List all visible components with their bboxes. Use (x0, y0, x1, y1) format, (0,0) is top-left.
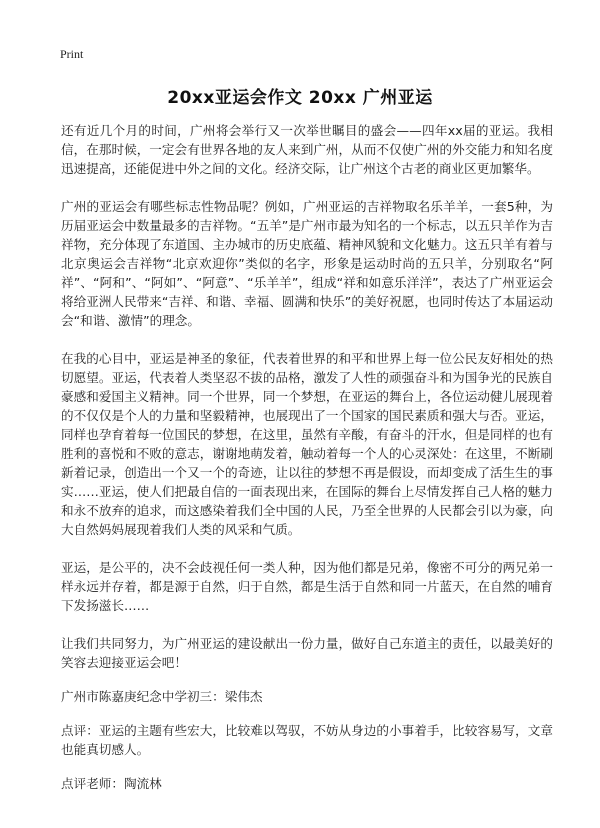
article-body (61, 121, 553, 812)
paragraph-mascots: 广州的亚运会有哪些标志性物品呢？例如，广州亚运的吉祥物取名乐羊羊，一套5种，为历届亚运会中数量最多的吉祥物。“五羊”是广州市最为知名的一个标志，以五只羊作为吉祥物，充分体现了东道国、主办城市的历史底蕴、精神风貌和文化魅力。这五只羊有着与北京奥运会吉祥物“北京欢迎你”类似的名字，形象是运动时尚的五只羊，分别取名“阿祥”、“阿和”、“阿如”、“阿意”、“乐羊羊”，组成“祥和如意乐洋洋”，表达了广州亚运会将给亚洲人民带来“吉祥、和谐、幸福、圆满和快乐”的美好祝愿，也同时传达了本届运动会“和谐、激情”的理念。 (61, 199, 553, 328)
teacher-comment: 点评：亚运的主题有些宏大，比较难以驾驭，不妨从身边的小事着手，比较容易写，文章也能真切感人。 (61, 723, 553, 757)
print-link[interactable]: Print (60, 47, 84, 61)
paragraph-meaning: 在我的心目中，亚运是神圣的象征，代表着世界的和平和世界上每一位公民友好相处的热切愿望。亚运，代表着人类坚忍不拔的品格，激发了人性的顽强奋斗和为国争光的民族自豪感和爱国主义精神。同一个世界，同一个梦想，在亚运的舞台上，各位运动健儿展现着的不仅仅是个人的力量和坚毅精神，也展现出了一个国家的国民素质和强大与否。亚运，同样也孕育着每一位国民的梦想，在这里，虽然有辛酸，有奋斗的汗水，但是同样的也有胜利的喜悦和不败的意志，谢谢地萌发着，触动着每一个人的心灵深处：在这里，不断刷新着记录，创造出一个又一个的奇迹，让以往的梦想不再是假设，而却变成了活生生的事实……亚运，使人们把最自信的一面表现出来，在国际的舞台上尽情发挥自己人格的魅力和永不放弃的追求，而这感染着我们全中国的人民，乃至全世界的人民都会引以为豪，向大自然妈妈展现着我们人类的风采和气质。 (61, 351, 553, 537)
page-title: 20xx亚运会作文 20xx 广州亚运 (167, 88, 433, 108)
paragraph-intro: 还有近几个月的时间，广州将会举行又一次举世瞩目的盛会——四年xx届的亚运。我相信，在那时候，一定会有世界各地的友人来到广州，从而不仅使广州的外交能力和知名度迅速提高，还能促进中外之间的文化。经济交际，让广州这个古老的商业区更加繁华。 (61, 123, 553, 176)
teacher-name: 点评老师：陶流林 (61, 776, 162, 791)
paragraph-fairness: 亚运，是公平的，决不会歧视任何一类人种，因为他们都是兄弟，像密不可分的两兄弟一样永远并存着，都是源于自然，归于自然，都是生活于自然和同一片蓝天，在自然的哺育下发扬滋长…… (61, 560, 553, 613)
paragraph-closing: 让我们共同努力，为广州亚运的建设献出一份力量，做好自己东道主的责任，以最美好的笑容去迎接亚运会吧！ (61, 636, 553, 670)
author-line: 广州市陈嘉庚纪念中学初三：梁伟杰 (61, 689, 263, 704)
